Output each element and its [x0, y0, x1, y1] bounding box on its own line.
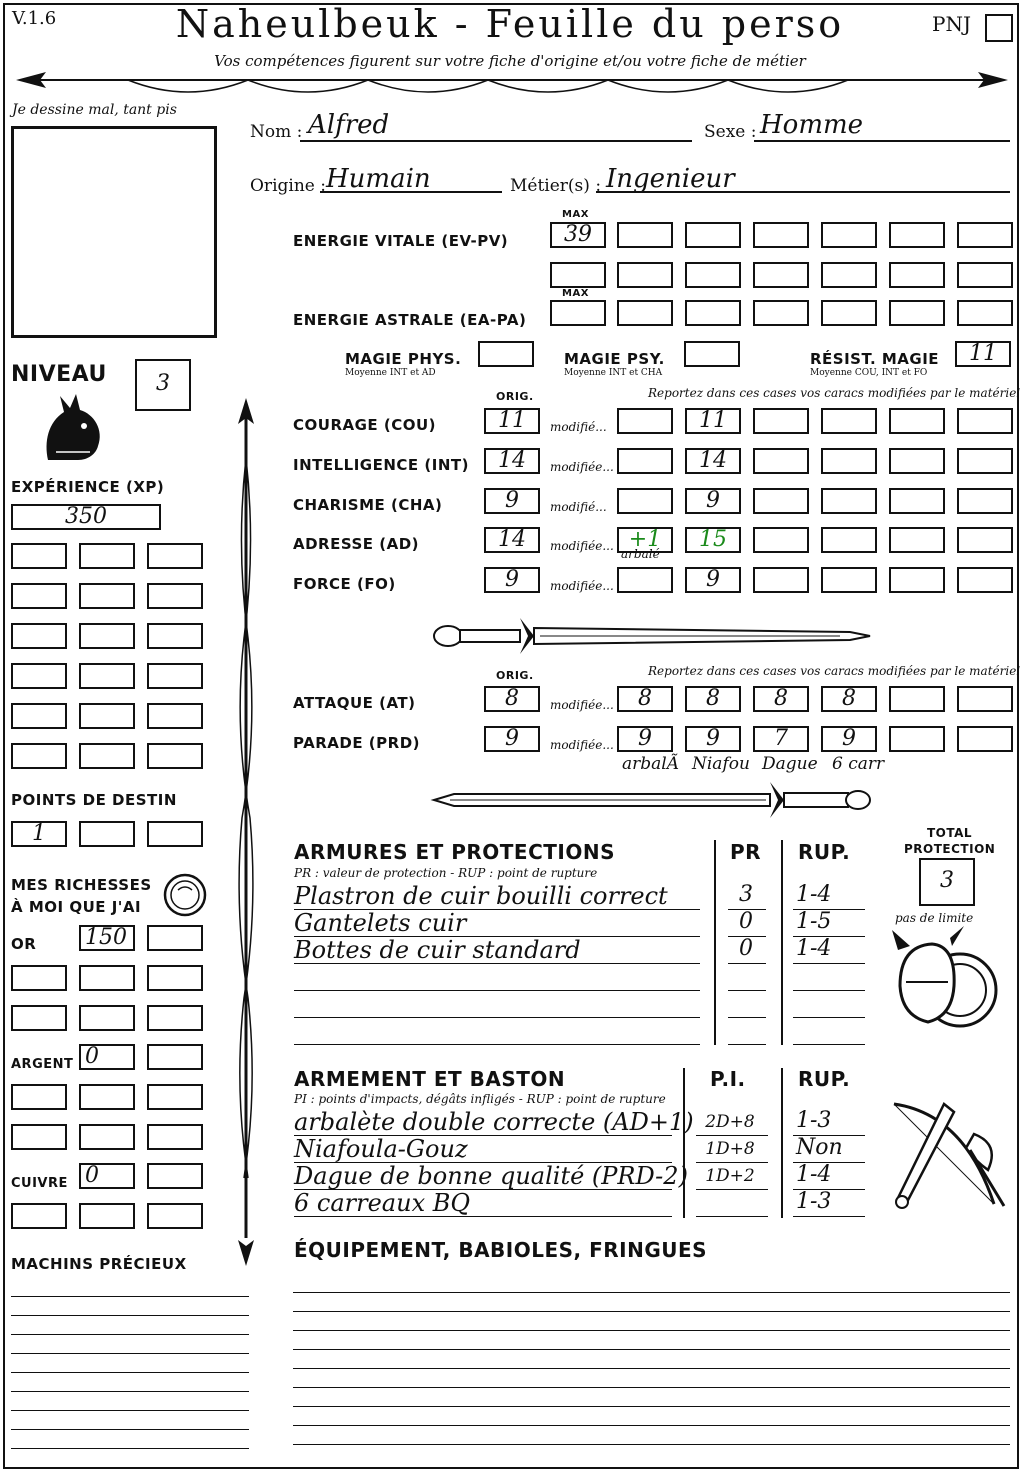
armure-pr-line	[728, 990, 766, 991]
carac-mod-box[interactable]	[957, 527, 1013, 553]
arme-rup[interactable]: Non	[796, 1135, 843, 1160]
armement-col-rup: RUP.	[798, 1067, 851, 1091]
combat-mod-value: 9	[842, 726, 856, 751]
carac-label: INTELLIGENCE (INT)	[293, 456, 469, 474]
weapons-icon	[884, 1094, 1008, 1218]
xp-box-cell[interactable]	[147, 743, 203, 769]
ev-box[interactable]	[753, 262, 809, 288]
carac-mod-box[interactable]	[821, 567, 877, 593]
xp-box-cell[interactable]	[79, 703, 135, 729]
carac-mod-box[interactable]	[753, 567, 809, 593]
resist-magie-box[interactable]	[955, 341, 1011, 367]
xp-box-cell[interactable]	[11, 543, 67, 569]
richesse-box[interactable]	[79, 925, 135, 951]
armure-line	[294, 963, 700, 964]
sword-icon	[430, 778, 874, 822]
magie-psy-label: MAGIE PSY.	[564, 350, 665, 368]
ea-max-box[interactable]	[550, 300, 606, 326]
equipement-line[interactable]	[293, 1444, 1010, 1445]
carac-mod-box[interactable]	[957, 448, 1013, 474]
combat-mod-box[interactable]	[889, 726, 945, 752]
machins-line[interactable]	[11, 1391, 249, 1392]
metier-label: Métier(s) :	[510, 176, 602, 196]
armement-divider-2	[781, 1068, 783, 1218]
sexe-label: Sexe :	[704, 122, 757, 142]
richesse-box[interactable]	[11, 1084, 67, 1110]
ea-label: ENERGIE ASTRALE (EA-PA)	[293, 311, 527, 329]
nom-line	[300, 140, 692, 142]
richesse-box[interactable]	[79, 1203, 135, 1229]
richesse-box[interactable]	[147, 1124, 203, 1150]
armures-title: ARMURES ET PROTECTIONS	[294, 840, 615, 864]
pnj-checkbox[interactable]	[985, 14, 1013, 42]
carac-orig-value: 9	[505, 488, 519, 513]
combat-mod-value: 8	[638, 686, 652, 711]
carac-orig-box[interactable]	[484, 408, 540, 434]
equipement-line[interactable]	[293, 1330, 1010, 1331]
armures-col-rup: RUP.	[798, 840, 851, 864]
carac-orig-box[interactable]	[484, 567, 540, 593]
sheet-subtitle: Vos compétences figurent sur votre fiche d'origine et/ou votre fiche de métier	[214, 52, 806, 70]
ev-box[interactable]	[821, 262, 877, 288]
richesse-box[interactable]	[147, 925, 203, 951]
magie-phys-label: MAGIE PHYS.	[345, 350, 462, 368]
combat-mod-box[interactable]	[685, 726, 741, 752]
or-label: OR	[11, 935, 37, 953]
combat-orig-box[interactable]	[484, 686, 540, 712]
richesse-box[interactable]	[79, 1044, 135, 1070]
resist-magie-label: RÉSIST. MAGIE	[810, 350, 940, 368]
carac-orig-box[interactable]	[484, 448, 540, 474]
caracs-report-note: Reportez dans ces cases vos caracs modifiées par le matériel	[648, 386, 1021, 400]
richesse-box[interactable]	[11, 965, 67, 991]
combat-orig-value: 8	[505, 686, 519, 711]
machins-line[interactable]	[11, 1448, 249, 1449]
armure-rup[interactable]: 1-5	[796, 909, 832, 934]
xp-box-cell[interactable]	[147, 583, 203, 609]
carac-label: CHARISME (CHA)	[293, 496, 443, 514]
weapon-note: Niafou	[692, 754, 750, 774]
xp-box-cell[interactable]	[147, 543, 203, 569]
machins-line[interactable]	[11, 1315, 249, 1316]
carac-note: arbalé	[621, 547, 660, 561]
total-label-2: PROTECTION	[904, 842, 996, 856]
armure-name[interactable]: Plastron de cuir bouilli correct	[294, 882, 668, 910]
total-label-1: TOTAL	[927, 826, 973, 840]
arme-rup-line	[793, 1216, 865, 1217]
richesse-box[interactable]	[147, 1203, 203, 1229]
magie-psy-box[interactable]	[684, 341, 740, 367]
niveau-value: 3	[156, 371, 170, 396]
richesse-box[interactable]	[147, 1084, 203, 1110]
combat-label: ATTAQUE (AT)	[293, 694, 416, 712]
armure-rup-line	[793, 963, 865, 964]
sword-icon	[430, 614, 874, 658]
niveau-box[interactable]	[135, 359, 191, 411]
ea-box[interactable]	[889, 300, 945, 326]
carac-mod-value: 9	[706, 567, 720, 592]
carac-mod-label: modifiée...	[550, 460, 614, 474]
xp-box-cell[interactable]	[147, 663, 203, 689]
ev-box[interactable]	[617, 262, 673, 288]
xp-box-cell[interactable]	[79, 623, 135, 649]
coin-icon	[162, 872, 208, 918]
combat-orig-label: ORIG.	[496, 669, 534, 682]
metier-value[interactable]: Ingenieur	[606, 164, 735, 194]
ev-box[interactable]	[685, 222, 741, 248]
armure-rup[interactable]: 1-4	[796, 882, 832, 907]
weapon-note: arbalÃ	[622, 754, 679, 774]
combat-mod-value: 8	[706, 686, 720, 711]
arme-name[interactable]: Dague de bonne qualité (PRD-2)	[294, 1162, 688, 1190]
destin-value: 1	[32, 821, 46, 846]
carac-mod-box[interactable]	[617, 408, 673, 434]
richesse-value: 0	[85, 1163, 99, 1188]
combat-orig-box[interactable]	[484, 726, 540, 752]
xp-box-cell[interactable]	[147, 703, 203, 729]
armure-pr-line	[728, 1017, 766, 1018]
combat-orig-value: 9	[505, 726, 519, 751]
arme-pi[interactable]: 1D+8	[705, 1139, 755, 1159]
sexe-line	[754, 140, 1010, 142]
destin-box[interactable]	[79, 821, 135, 847]
xp-box-cell[interactable]	[11, 663, 67, 689]
carac-mod-box[interactable]	[889, 408, 945, 434]
carac-mod-box[interactable]	[753, 488, 809, 514]
carac-mod-box[interactable]	[685, 448, 741, 474]
xp-box-cell[interactable]	[11, 703, 67, 729]
carac-mod-box[interactable]	[753, 408, 809, 434]
machins-line[interactable]	[11, 1296, 249, 1297]
carac-mod-box[interactable]	[957, 488, 1013, 514]
combat-mod-box[interactable]	[617, 726, 673, 752]
equipement-line[interactable]	[293, 1425, 1010, 1426]
xp-box-cell[interactable]	[11, 583, 67, 609]
armure-pr[interactable]: 3	[739, 882, 753, 907]
carac-mod-box[interactable]	[889, 488, 945, 514]
ev-box[interactable]	[685, 262, 741, 288]
machins-label: MACHINS PRÉCIEUX	[11, 1255, 187, 1273]
arme-pi[interactable]: 2D+8	[705, 1112, 755, 1132]
carac-mod-box[interactable]	[821, 527, 877, 553]
carac-orig-box[interactable]	[484, 527, 540, 553]
carac-mod-box[interactable]	[957, 408, 1013, 434]
richesse-box[interactable]	[11, 1203, 67, 1229]
richesse-box[interactable]	[79, 965, 135, 991]
carac-mod-box[interactable]	[685, 567, 741, 593]
ea-box[interactable]	[617, 300, 673, 326]
origine-line	[320, 191, 502, 193]
richesse-box[interactable]	[79, 1005, 135, 1031]
combat-mod-value: 8	[842, 686, 856, 711]
combat-mod-box[interactable]	[957, 686, 1013, 712]
pnj-label: PNJ	[932, 12, 971, 36]
combat-mod-label: modifiée...	[550, 738, 614, 752]
combat-mod-label: modifiée...	[550, 698, 614, 712]
xp-box-cell[interactable]	[147, 623, 203, 649]
carac-orig-value: 14	[498, 448, 526, 473]
combat-report-note: Reportez dans ces cases vos caracs modifiées par le matériel	[648, 664, 1021, 678]
arme-pi-line	[696, 1135, 768, 1136]
richesse-box[interactable]	[79, 1163, 135, 1189]
resist-magie-value: 11	[969, 341, 997, 366]
carac-mod-value: 15	[699, 527, 727, 552]
weapon-note: 6 carr	[832, 754, 885, 774]
carac-mod-label: modifiée...	[550, 539, 614, 553]
origine-value[interactable]: Humain	[326, 164, 431, 194]
carac-mod-box[interactable]	[617, 448, 673, 474]
argent-label: ARGENT	[11, 1057, 74, 1072]
richesse-box[interactable]	[147, 1044, 203, 1070]
carac-mod-value: 14	[699, 448, 727, 473]
machins-line[interactable]	[11, 1429, 249, 1430]
ev-box[interactable]	[957, 222, 1013, 248]
armure-pr[interactable]: 0	[739, 909, 753, 934]
armures-legend: PR : valeur de protection - RUP : point de rupture	[294, 866, 598, 880]
ea-box[interactable]	[957, 300, 1013, 326]
portrait-box[interactable]	[11, 126, 217, 338]
magie-phys-box[interactable]	[478, 341, 534, 367]
arme-rup[interactable]: 1-4	[796, 1162, 832, 1187]
equipement-line[interactable]	[293, 1349, 1010, 1350]
ev-box[interactable]	[889, 262, 945, 288]
carac-mod-value: +1	[628, 527, 662, 552]
carac-mod-box[interactable]	[821, 408, 877, 434]
cuivre-label: CUIVRE	[11, 1176, 68, 1191]
equipement-line[interactable]	[293, 1406, 1010, 1407]
carac-label: FORCE (FO)	[293, 575, 396, 593]
carac-mod-label: modifié...	[550, 500, 607, 514]
metier-line	[596, 191, 1010, 193]
ea-box[interactable]	[753, 300, 809, 326]
armure-pr-line	[728, 1044, 766, 1045]
armure-rup-line	[793, 1017, 865, 1018]
armure-line	[294, 1044, 700, 1045]
total-protection-box[interactable]	[919, 858, 975, 906]
arme-name[interactable]: Niafoula-Gouz	[294, 1135, 468, 1163]
helmet-shield-icon	[892, 926, 1000, 1038]
xp-box-cell[interactable]	[11, 743, 67, 769]
carac-mod-box[interactable]	[753, 527, 809, 553]
arme-pi-line	[696, 1216, 768, 1217]
arme-name[interactable]: 6 carreaux BQ	[294, 1189, 471, 1217]
no-limit-label: pas de limite	[895, 911, 974, 925]
richesses-label-2: À MOI QUE J'AI	[11, 898, 142, 916]
xp-box[interactable]	[11, 504, 161, 530]
ev-max-box[interactable]	[550, 222, 606, 248]
xp-box-cell[interactable]	[79, 543, 135, 569]
armure-rup[interactable]: 1-4	[796, 936, 832, 961]
version-label: V.1.6	[12, 8, 57, 29]
arme-rup[interactable]: 1-3	[796, 1189, 832, 1214]
weapon-note: Dague	[762, 754, 818, 774]
combat-mod-value: 8	[774, 686, 788, 711]
nom-value[interactable]: Alfred	[308, 110, 390, 140]
armure-line	[294, 1017, 700, 1018]
combat-mod-box[interactable]	[685, 686, 741, 712]
armure-rup-line	[793, 1044, 865, 1045]
armement-legend: PI : points d'impacts, dégâts infligés - RUP : point de rupture	[294, 1092, 666, 1106]
armure-rup-line	[793, 990, 865, 991]
arme-name[interactable]: arbalète double correcte (AD+1)	[294, 1108, 694, 1136]
xp-box-cell[interactable]	[79, 663, 135, 689]
carac-mod-box[interactable]	[821, 448, 877, 474]
ev-box[interactable]	[957, 262, 1013, 288]
xp-value: 350	[65, 504, 107, 529]
arme-pi-line	[696, 1162, 768, 1163]
dragon-icon	[38, 392, 108, 464]
armure-line	[294, 990, 700, 991]
carac-label: COURAGE (COU)	[293, 416, 437, 434]
arme-pi[interactable]: 1D+2	[705, 1166, 755, 1186]
combat-mod-box[interactable]	[889, 686, 945, 712]
armure-name[interactable]: Bottes de cuir standard	[294, 936, 581, 964]
machins-line[interactable]	[11, 1410, 249, 1411]
armement-col-pi: P.I.	[710, 1067, 746, 1091]
combat-mod-box[interactable]	[753, 726, 809, 752]
richesse-box[interactable]	[147, 965, 203, 991]
xp-box-cell[interactable]	[79, 583, 135, 609]
combat-mod-box[interactable]	[957, 726, 1013, 752]
richesse-box[interactable]	[147, 1005, 203, 1031]
arme-pi-line	[696, 1189, 768, 1190]
xp-box-cell[interactable]	[11, 623, 67, 649]
resist-magie-sub: Moyenne COU, INT et FO	[810, 368, 928, 378]
carac-mod-box[interactable]	[617, 567, 673, 593]
richesse-value: 150	[85, 925, 127, 950]
machins-line[interactable]	[11, 1353, 249, 1354]
carac-orig-value: 11	[498, 408, 526, 433]
destin-label: POINTS DE DESTIN	[11, 791, 177, 809]
carac-mod-box[interactable]	[821, 488, 877, 514]
ev-box[interactable]	[889, 222, 945, 248]
richesse-box[interactable]	[79, 1124, 135, 1150]
richesse-value: 0	[85, 1044, 99, 1069]
ea-box[interactable]	[821, 300, 877, 326]
combat-mod-box[interactable]	[753, 686, 809, 712]
ev-box[interactable]	[821, 222, 877, 248]
richesse-box[interactable]	[11, 1124, 67, 1150]
equipement-title: ÉQUIPEMENT, BABIOLES, FRINGUES	[294, 1238, 708, 1262]
carac-mod-box[interactable]	[685, 527, 741, 553]
richesse-box[interactable]	[11, 1005, 67, 1031]
niveau-label: NIVEAU	[11, 362, 107, 387]
armement-title: ARMEMENT ET BASTON	[294, 1067, 566, 1091]
armures-divider-2	[781, 840, 783, 1045]
magie-phys-sub: Moyenne INT et AD	[345, 368, 436, 378]
machins-line[interactable]	[11, 1334, 249, 1335]
armement-divider-1	[683, 1068, 685, 1218]
destin-box[interactable]	[147, 821, 203, 847]
equipement-line[interactable]	[293, 1387, 1010, 1388]
combat-mod-value: 7	[774, 726, 788, 751]
xp-label: EXPÉRIENCE (XP)	[11, 478, 165, 496]
arme-rup[interactable]: 1-3	[796, 1108, 832, 1133]
combat-mod-value: 9	[706, 726, 720, 751]
carac-orig-value: 9	[505, 567, 519, 592]
nom-label: Nom :	[250, 122, 303, 142]
carac-mod-box[interactable]	[889, 527, 945, 553]
carac-orig-box[interactable]	[484, 488, 540, 514]
carac-mod-box[interactable]	[753, 448, 809, 474]
portrait-caption: Je dessine mal, tant pis	[12, 102, 177, 118]
equipement-line[interactable]	[293, 1311, 1010, 1312]
ev-label: ENERGIE VITALE (EV-PV)	[293, 232, 509, 250]
ev-box[interactable]	[550, 262, 606, 288]
magie-psy-sub: Moyenne INT et CHA	[564, 368, 663, 378]
ev-max-label: MAX	[562, 209, 589, 220]
armures-divider-1	[714, 840, 716, 1045]
sheet-title: Naheulbeuk - Feuille du perso	[175, 2, 845, 46]
combat-mod-value: 9	[638, 726, 652, 751]
origine-label: Origine :	[250, 176, 326, 196]
equipement-line[interactable]	[293, 1368, 1010, 1369]
ev-box[interactable]	[753, 222, 809, 248]
carac-mod-box[interactable]	[889, 448, 945, 474]
armure-name[interactable]: Gantelets cuir	[294, 909, 467, 937]
carac-orig-value: 14	[498, 527, 526, 552]
carac-mod-box[interactable]	[617, 488, 673, 514]
arme-line	[294, 1216, 672, 1217]
destin-box[interactable]	[11, 821, 67, 847]
combat-mod-box[interactable]	[821, 726, 877, 752]
carac-mod-label: modifiée...	[550, 579, 614, 593]
ev-box[interactable]	[617, 222, 673, 248]
combat-label: PARADE (PRD)	[293, 734, 421, 752]
carac-mod-label: modifié...	[550, 420, 607, 434]
equipement-line[interactable]	[293, 1292, 1010, 1293]
richesse-box[interactable]	[79, 1084, 135, 1110]
armure-pr[interactable]: 0	[739, 936, 753, 961]
carac-mod-value: 11	[699, 408, 727, 433]
carac-mod-box[interactable]	[889, 567, 945, 593]
carac-mod-box[interactable]	[957, 567, 1013, 593]
sexe-value[interactable]: Homme	[760, 110, 864, 140]
xp-box-cell[interactable]	[79, 743, 135, 769]
carac-mod-box[interactable]	[685, 408, 741, 434]
total-protection-value: 3	[940, 868, 954, 893]
armures-col-pr: PR	[730, 840, 762, 864]
machins-line[interactable]	[11, 1372, 249, 1373]
carac-mod-box[interactable]	[685, 488, 741, 514]
carac-mod-value: 9	[706, 488, 720, 513]
richesses-label-1: MES RICHESSES	[11, 876, 152, 894]
richesse-box[interactable]	[147, 1163, 203, 1189]
ev-max-value: 39	[564, 222, 592, 247]
ea-max-label: MAX	[562, 288, 589, 299]
carac-label: ADRESSE (AD)	[293, 535, 420, 553]
combat-mod-box[interactable]	[821, 686, 877, 712]
armure-pr-line	[728, 963, 766, 964]
caracs-orig-label: ORIG.	[496, 390, 534, 403]
spear-icon	[228, 398, 264, 1266]
ea-box[interactable]	[685, 300, 741, 326]
combat-mod-box[interactable]	[617, 686, 673, 712]
